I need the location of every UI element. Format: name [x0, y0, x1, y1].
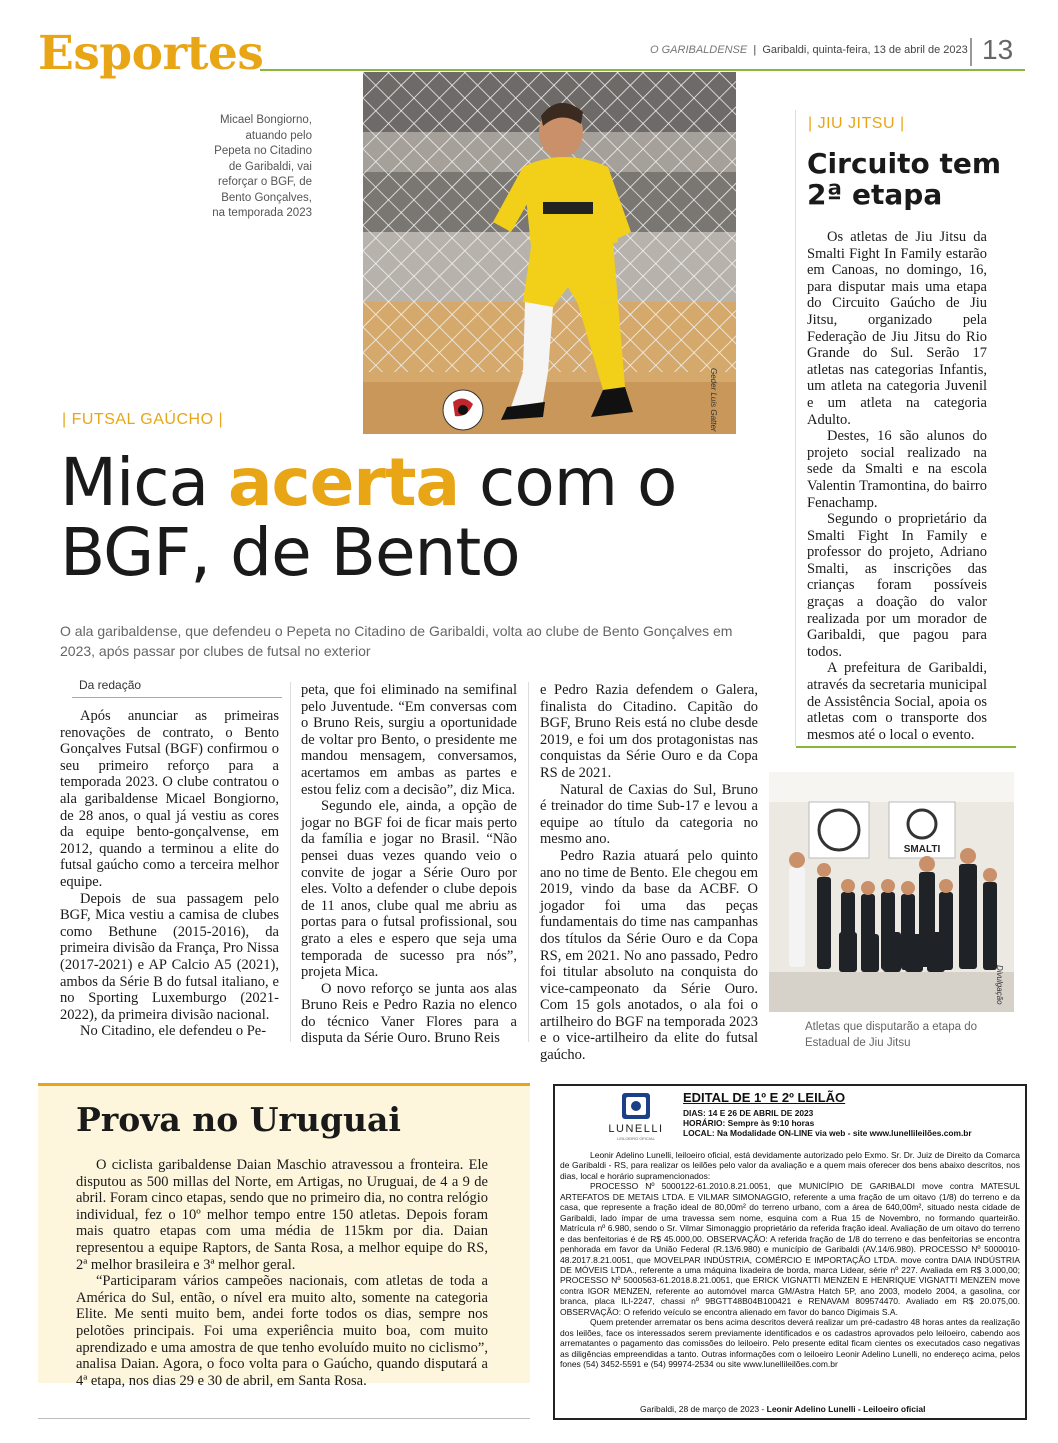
uruguai-body — [76, 1157, 488, 1389]
jiu-jitsu-photo-credit: Divulgação — [995, 965, 1004, 1005]
sidebar-divider — [795, 110, 796, 746]
article-paragraph: “Participaram vários campeões nacionais, com atletas de toda a América do Sul, então, o nível era muito alto, somente na categoria Elite. Me senti muito bem, andei forte todos os dias, sempre nos pelotões principais. Foi uma experiência muito boa, com muito aprendizado e uma amostra de que tenho evoluído muito no ciclismo”, analisa Daian. Agora, o foco volta para o Gaúcho, quando disputará a 4ª etapa, nos dias 29 e 30 de abril, em Santa Rosa. — [76, 1273, 488, 1389]
jiu-jitsu-photo-caption: Atletas que disputarão a etapa do Estadual de Jiu Jitsu — [805, 1021, 977, 1049]
kicker-jiu-jitsu: | JIU JITSU | — [808, 115, 905, 132]
article-paragraph: Pedro Razia atuará pelo quinto ano no time de Bento. Ele chegou em 2019, vindo da base da ACBF. O jogador foi uma das peças fundamentais do time nas campanhas dos títulos da Série Ouro e da Copa RS, em 2021. No ano passado, Pedro foi titular absoluto na conquista do vice-campeonato da Série Ouro. Com 15 gols anotados, o ala foi o artilheiro do BGF na temporada 2023 e o vice-artilheiro da elite do futsal gaúcho. — [540, 847, 758, 1064]
article-paragraph: e Pedro Razia defendem o Galera, finalista do Citadino. Capitão do BGF, Bruno Reis está no clube desde 2019, e foi um dos protagonistas nas conquistas da Série Ouro e da Copa RS de 2021. — [540, 682, 758, 781]
jiu-jitsu-headline: Circuito tem 2ª etapa — [807, 147, 1002, 211]
article-paragraph: Depois de sua passagem pelo BGF, Mica vestiu a camisa de clubes como Bethune (2015-2016), da primeira divisão da França, Pro Nissa (2017-2021) e AP Calcio A5 (2021), ambos da Série B do futsal italiano, e no Sporting Luxemburgo (2021-2022), da primeira divisão nacional. — [60, 890, 279, 1023]
uruguai-headline: Prova no Uruguai — [76, 1100, 401, 1139]
article-paragraph: Destes, 16 são alunos do projeto social realizado na sede da Smalti e na escola Valentin Tramontina, do bairro Fenachamp. — [807, 428, 987, 511]
header-divider — [260, 69, 1025, 71]
headline-highlight: acerta — [228, 444, 460, 521]
article-column-2 — [301, 682, 517, 1047]
article-paragraph: Segundo ele, ainda, a opção de jogar no BGF foi de ficar mais perto da família e jogar no Brasil. “Não pensei duas vezes quando veio o convite de jogar a Série Ouro por eles. Volto a defender o clube depois de 11 anos, clube qual me abriu as portas para o futsal profissional, sou grato a eles e espero que seja uma temporada de sucesso pra nós”, projeta Mica. — [301, 798, 517, 981]
edital-paragraph: Leonir Adelino Lunelli, leiloeiro oficial, está devidamente autorizado pelo Exmo. Sr. Dr. Juiz de Direito da Comarca de Garibaldi - RS, para realizar os leilões pelo valor da avaliação e a quem mais oferecer dos bens abaixo descritos, nos dias, local e horário supramencionados: — [560, 1150, 1020, 1181]
banner-text: SMALTI — [903, 844, 941, 855]
edital-paragraph: Quem pretender arrematar os bens acima descritos deverá realizar um pré-cadastro 48 horas antes da realização dos leilões, face os interessados serem previamente identificados e os cadastros aprovados pelo leiloeiro, cabendo aos arrematantes o pagamento das comissões do leiloeiro. Pelo presente edital ficam cientes os executados caso negativas as diligências empreendidas a tanto. Outras informações com o leiloeiro Leonir Adelino Lunelli, no endereço acima, pelos fones (54) 3452-5591 e (54) 99974-2534 ou site www.lunellileilões.com.br — [560, 1317, 1020, 1370]
article-paragraph: Os atletas de Jiu Jitsu da Smalti Fight In Family estarão em Canoas, no domingo, 16, para disputar mais uma etapa do Circuito Gaúcho de Jiu Jitsu, organizado pela Federação de Jiu Jitsu do Rio Grande do Sul. Serão 17 atletas nas categorias Infantis, um atleta na categoria Juvenil e um atleta na categoria Adulto. — [807, 229, 987, 428]
edital-sign-name: Leonir Adelino Lunelli - Leiloeiro oficial — [766, 1404, 926, 1414]
page-number: 13 — [982, 34, 1014, 65]
dateline: Garibaldi, quinta-feira, 13 de abril de 2023 — [762, 44, 968, 56]
edital-title: EDITAL DE 1º E 2º LEILÃO — [683, 1090, 846, 1105]
edital-body — [560, 1150, 1020, 1370]
article-column-3 — [540, 682, 758, 1064]
sidebar-bottom-rule — [796, 746, 1016, 748]
byline: Da redação — [79, 678, 142, 692]
article-paragraph: peta, que foi eliminado na semifinal pelo Juventude. “Em conversas com o Bruno Reis, surgiu a oportunidade de voltar pro Bento, o presidente me mandou mensagem, conversamos, acertamos em ambas as partes e estou feliz com a decisão”, diz Mica. — [301, 682, 517, 798]
page-number-separator — [970, 38, 972, 66]
main-photo-credit: Geder Luis Gatter — [709, 368, 718, 432]
logo-text: LUNELLI — [608, 1123, 664, 1135]
article-paragraph: Natural de Caxias do Sul, Bruno é treinador do time Sub-17 e levou a equipe ao título da categoria no mesmo ano. — [540, 781, 758, 848]
headline-part-1: Mica — [60, 444, 228, 521]
article-paragraph: No Citadino, ele defendeu o Pe- — [80, 1023, 267, 1040]
logo-subtext: LEILOEIRO OFICIAL — [617, 1136, 655, 1141]
edital-meta — [683, 1108, 972, 1138]
section-title: Esportes — [38, 26, 264, 81]
jiu-jitsu-photo — [769, 772, 1014, 1012]
edital-dias: DIAS: 14 E 26 DE ABRIL DE 2023 — [683, 1108, 814, 1118]
lunelli-logo-icon — [604, 1093, 668, 1143]
column-divider — [528, 682, 529, 1042]
futsal-player-illustration — [363, 72, 736, 434]
column-divider — [290, 682, 291, 1042]
kicker-futsal: | FUTSAL GAÚCHO | — [62, 411, 224, 428]
edital-paragraph: PROCESSO Nº 5000122-61.2010.8.21.0051, que MUNICÍPIO DE GARIBALDI move contra MATESUL ARTEFATOS DE METAIS LTDA. E VILMAR SIMONAGGIO, referente a uma fração de um oitavo (1/8) do terreno e da casa, que represente a fração ideal de 80,00m² do terreno urbano, com a área de 640,00m², situado nesta cidade de Garibaldi, lado ímpar de uma travessa sem nome, esquina com a Rua 15 de Novembro, no formando quarteirão. Matrícula nº 6.980, sendo o Sr. Vilmar Simonaggio proprietário da referida fração ideal. Avaliação de um oitavo do terreno e das benfeitorias é de R$ 45.000,00. OBSERVAÇÃO: A referida fração de 1/8 do terreno e das benfeitorias se encontra penhorada em favor da União Federal (R.13/6.980) e município de Garibaldi (AV.14/6.980). PROCESSO Nº 5000010-48.2017.8.21.0051, que MOVELPAR INDÚSTRIA, COMÉRCIO E IMPORTAÇÃO LTDA. move contra DAIA INDÚSTRIA DE MÓVEIS LTDA., referente a uma máquina lixadeira de borda, marca Lidear, série nº 227. Avaliada em R$ 3.000,00; PROCESSO Nº 5000563-61.2018.8.21.0051, que ERICK VIGNATTI MENZEN E HENRIQUE VIGNATTI MENZEN move contra IGOR MENZEN, referente ao automóvel marca GM/Astra Hatch 5P, ano 2003, modelo 2004, a gasolina, cor branca, placa ILI-2247, chassi nº 9BGTT48B04B100421 e RENAVAM 809574470. Avaliado em R$ 20.075,00. OBSERVAÇÃO: O referido veículo se encontra alienado em favor do banco Digimais S.A. — [560, 1181, 1020, 1317]
main-headline — [60, 444, 760, 591]
article-column-1 — [60, 708, 279, 1040]
masthead — [650, 44, 968, 56]
article-paragraph: A prefeitura de Garibaldi, através da secretaria municipal de Assistência Social, apoia os atletas com o transporte dos mesmos até o local o evento. — [807, 660, 987, 743]
edital-horario: HORÁRIO: Sempre às 9:10 horas — [683, 1118, 815, 1128]
edital-sign-date: Garibaldi, 28 de março de 2023 - — [640, 1404, 767, 1414]
lunelli-logo — [604, 1093, 668, 1143]
team-photo-illustration — [769, 772, 1014, 1012]
edital-signature — [640, 1404, 925, 1414]
article-paragraph: O novo reforço se junta aos alas Bruno Reis e Pedro Razia no elenco do técnico Vaner Flores para a disputa da Série Ouro. Bruno Reis — [301, 980, 517, 1047]
headline-part-2: com o BGF, de Bento — [60, 444, 677, 591]
article-paragraph: Após anunciar as primeiras renovações de contrato, o Bento Gonçalves Futsal (BGF) confirmou o seu primeiro reforço para a temporada 2023. O clube contratou o ala garibaldense Micael Bongiorno, de 28 anos, o qual já vestiu as cores da equipe bento-gonçalvense, em 2012, quando a terminou a elite do futsal gaúcho como a terceira melhor equipe. — [60, 708, 279, 890]
byline-underline — [72, 697, 282, 698]
main-photo-caption: Micael Bongiorno, atuando pelo Pepeta no Citadino de Garibaldi, vai reforçar o BGF, de Bento Gonçalves, na temporada 2023 — [212, 114, 312, 219]
main-photo — [363, 72, 736, 434]
edital-local: LOCAL: Na Modalidade ON-LINE via web - site www.lunellileilões.com.br — [683, 1128, 972, 1138]
article-paragraph: O ciclista garibaldense Daian Maschio atravessou a fronteira. Ele disputou as 500 millas del Norte, em Artigas, no Uruguai, de 4 a 9 de abril. Foram cinco etapas, sendo que no primeiro dia, no contra relógio individual, fez o 10º melhor tempo entre 150 atletas. Depois foram mais quatro etapas com uma média de 115km por dia. Daian representou a equipe Raptors, de Santa Rosa, a melhor equipe do RS, 2ª melhor brasileira e 3ª melhor geral. — [76, 1157, 488, 1273]
publication-name: O GARIBALDENSE — [650, 44, 748, 56]
main-subhead: O ala garibaldense, que defendeu o Pepeta no Citadino de Garibaldi, volta ao clube de Bento Gonçalves em 2023, após passar por clubes de futsal no exterior — [60, 623, 733, 659]
bottom-rule — [38, 1418, 530, 1419]
article-paragraph: Segundo o proprietário da Smalti Fight In Family e professor do projeto, Adriano Smalti, as inscrições das crianças foram possíveis graças a doação do valor realizada por um morador de Garibaldi, que pagou para todos. — [807, 511, 987, 660]
masthead-separator: | — [750, 44, 760, 56]
jiu-jitsu-body — [807, 229, 987, 743]
